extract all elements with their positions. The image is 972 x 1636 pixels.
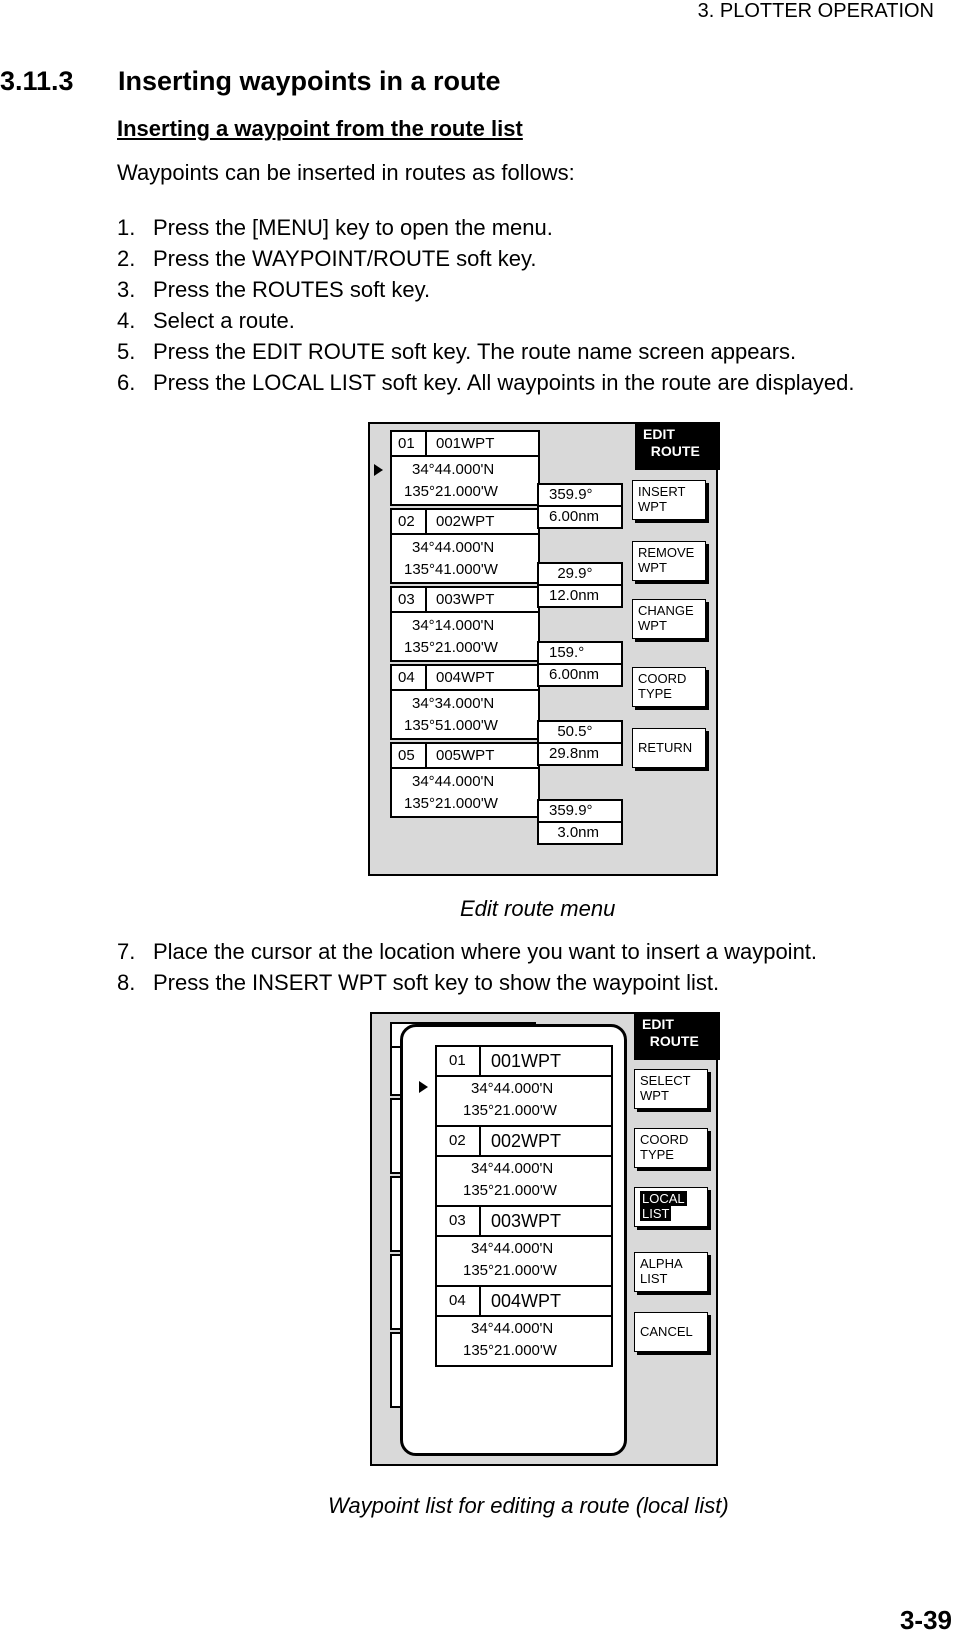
local-list-button[interactable] (634, 1187, 708, 1227)
step-item: 6. Press the LOCAL LIST soft key. All waypoints in the route are displayed. (117, 370, 855, 395)
section-heading (0, 66, 501, 97)
cursor-arrow-icon (419, 1081, 428, 1093)
coord-type-button[interactable]: COORD TYPE (632, 667, 706, 707)
waypoint-entry[interactable]: 01 001WPT 34°44.000'N 135°21.000'W (435, 1045, 613, 1127)
waypoint-list-screen (370, 1012, 718, 1466)
cursor-arrow-icon (374, 464, 383, 476)
coord-type-button[interactable]: COORD TYPE (634, 1128, 708, 1168)
section-number: 3.11.3 (0, 66, 74, 96)
waypoint-entry[interactable]: 02 002WPT 34°44.000'N 135°21.000'W (435, 1125, 613, 1207)
waypoint-entry[interactable]: 04 004WPT 34°34.000'N 135°51.000'W (390, 664, 540, 740)
waypoint-entry[interactable]: 01 001WPT 34°44.000'N 135°21.000'W (390, 430, 540, 506)
cancel-button[interactable]: CANCEL (634, 1312, 708, 1352)
running-header: 3. PLOTTER OPERATION (697, 0, 934, 22)
leg-box: 50.5° 29.8nm (537, 720, 623, 766)
waypoint-entry[interactable]: 04 004WPT 34°44.000'N 135°21.000'W (435, 1285, 613, 1367)
edit-route-title: EDIT ROUTE (634, 1012, 720, 1060)
page-number: 3-39 (899, 1605, 952, 1635)
figure1-caption: Edit route menu (460, 896, 616, 921)
waypoint-list-popup (400, 1024, 627, 1456)
leg-box: 359.9° 3.0nm (537, 799, 623, 845)
leg-box: 159.° 6.00nm (537, 641, 623, 687)
insert-wpt-button[interactable]: INSERT WPT (632, 480, 706, 520)
leg-box: 29.9° 12.0nm (537, 562, 623, 608)
step-item: 4. Select a route. (117, 308, 295, 333)
subheading: Inserting a waypoint from the route list (117, 116, 523, 141)
waypoint-entry[interactable]: 03 003WPT 34°44.000'N 135°21.000'W (435, 1205, 613, 1287)
local-list-label: LIST (642, 1206, 670, 1221)
step-item: 8. Press the INSERT WPT soft key to show the waypoint list. (117, 970, 720, 995)
select-wpt-button[interactable]: SELECT WPT (634, 1069, 708, 1109)
step-item: 7. Place the cursor at the location where you want to insert a waypoint. (117, 939, 818, 964)
step-item: 1. Press the [MENU] key to open the menu. (117, 215, 553, 240)
figure2-caption: Waypoint list for editing a route (local list) (328, 1493, 729, 1518)
edit-route-title: EDIT ROUTE (635, 422, 720, 470)
waypoint-entry[interactable]: 02 002WPT 34°44.000'N 135°41.000'W (390, 508, 540, 584)
steps-list-1 (117, 212, 855, 398)
change-wpt-button[interactable]: CHANGE WPT (632, 599, 706, 639)
return-button[interactable]: RETURN (632, 728, 706, 768)
waypoint-entry[interactable]: 05 005WPT 34°44.000'N 135°21.000'W (390, 742, 540, 818)
step-item: 2. Press the WAYPOINT/ROUTE soft key. (117, 246, 537, 271)
waypoint-entry[interactable]: 03 003WPT 34°14.000'N 135°21.000'W (390, 586, 540, 662)
remove-wpt-button[interactable]: REMOVE WPT (632, 541, 706, 581)
edit-route-screen (368, 422, 718, 876)
intro-text: Waypoints can be inserted in routes as follows: (117, 160, 575, 185)
local-list-label: LOCAL (642, 1191, 685, 1206)
alpha-list-button[interactable]: ALPHA LIST (634, 1252, 708, 1292)
step-item: 5. Press the EDIT ROUTE soft key. The route name screen appears. (117, 339, 797, 364)
leg-box: 359.9° 6.00nm (537, 483, 623, 529)
section-title: Inserting waypoints in a route (118, 66, 501, 96)
steps-list-2 (117, 936, 817, 998)
step-item: 3. Press the ROUTES soft key. (117, 277, 431, 302)
